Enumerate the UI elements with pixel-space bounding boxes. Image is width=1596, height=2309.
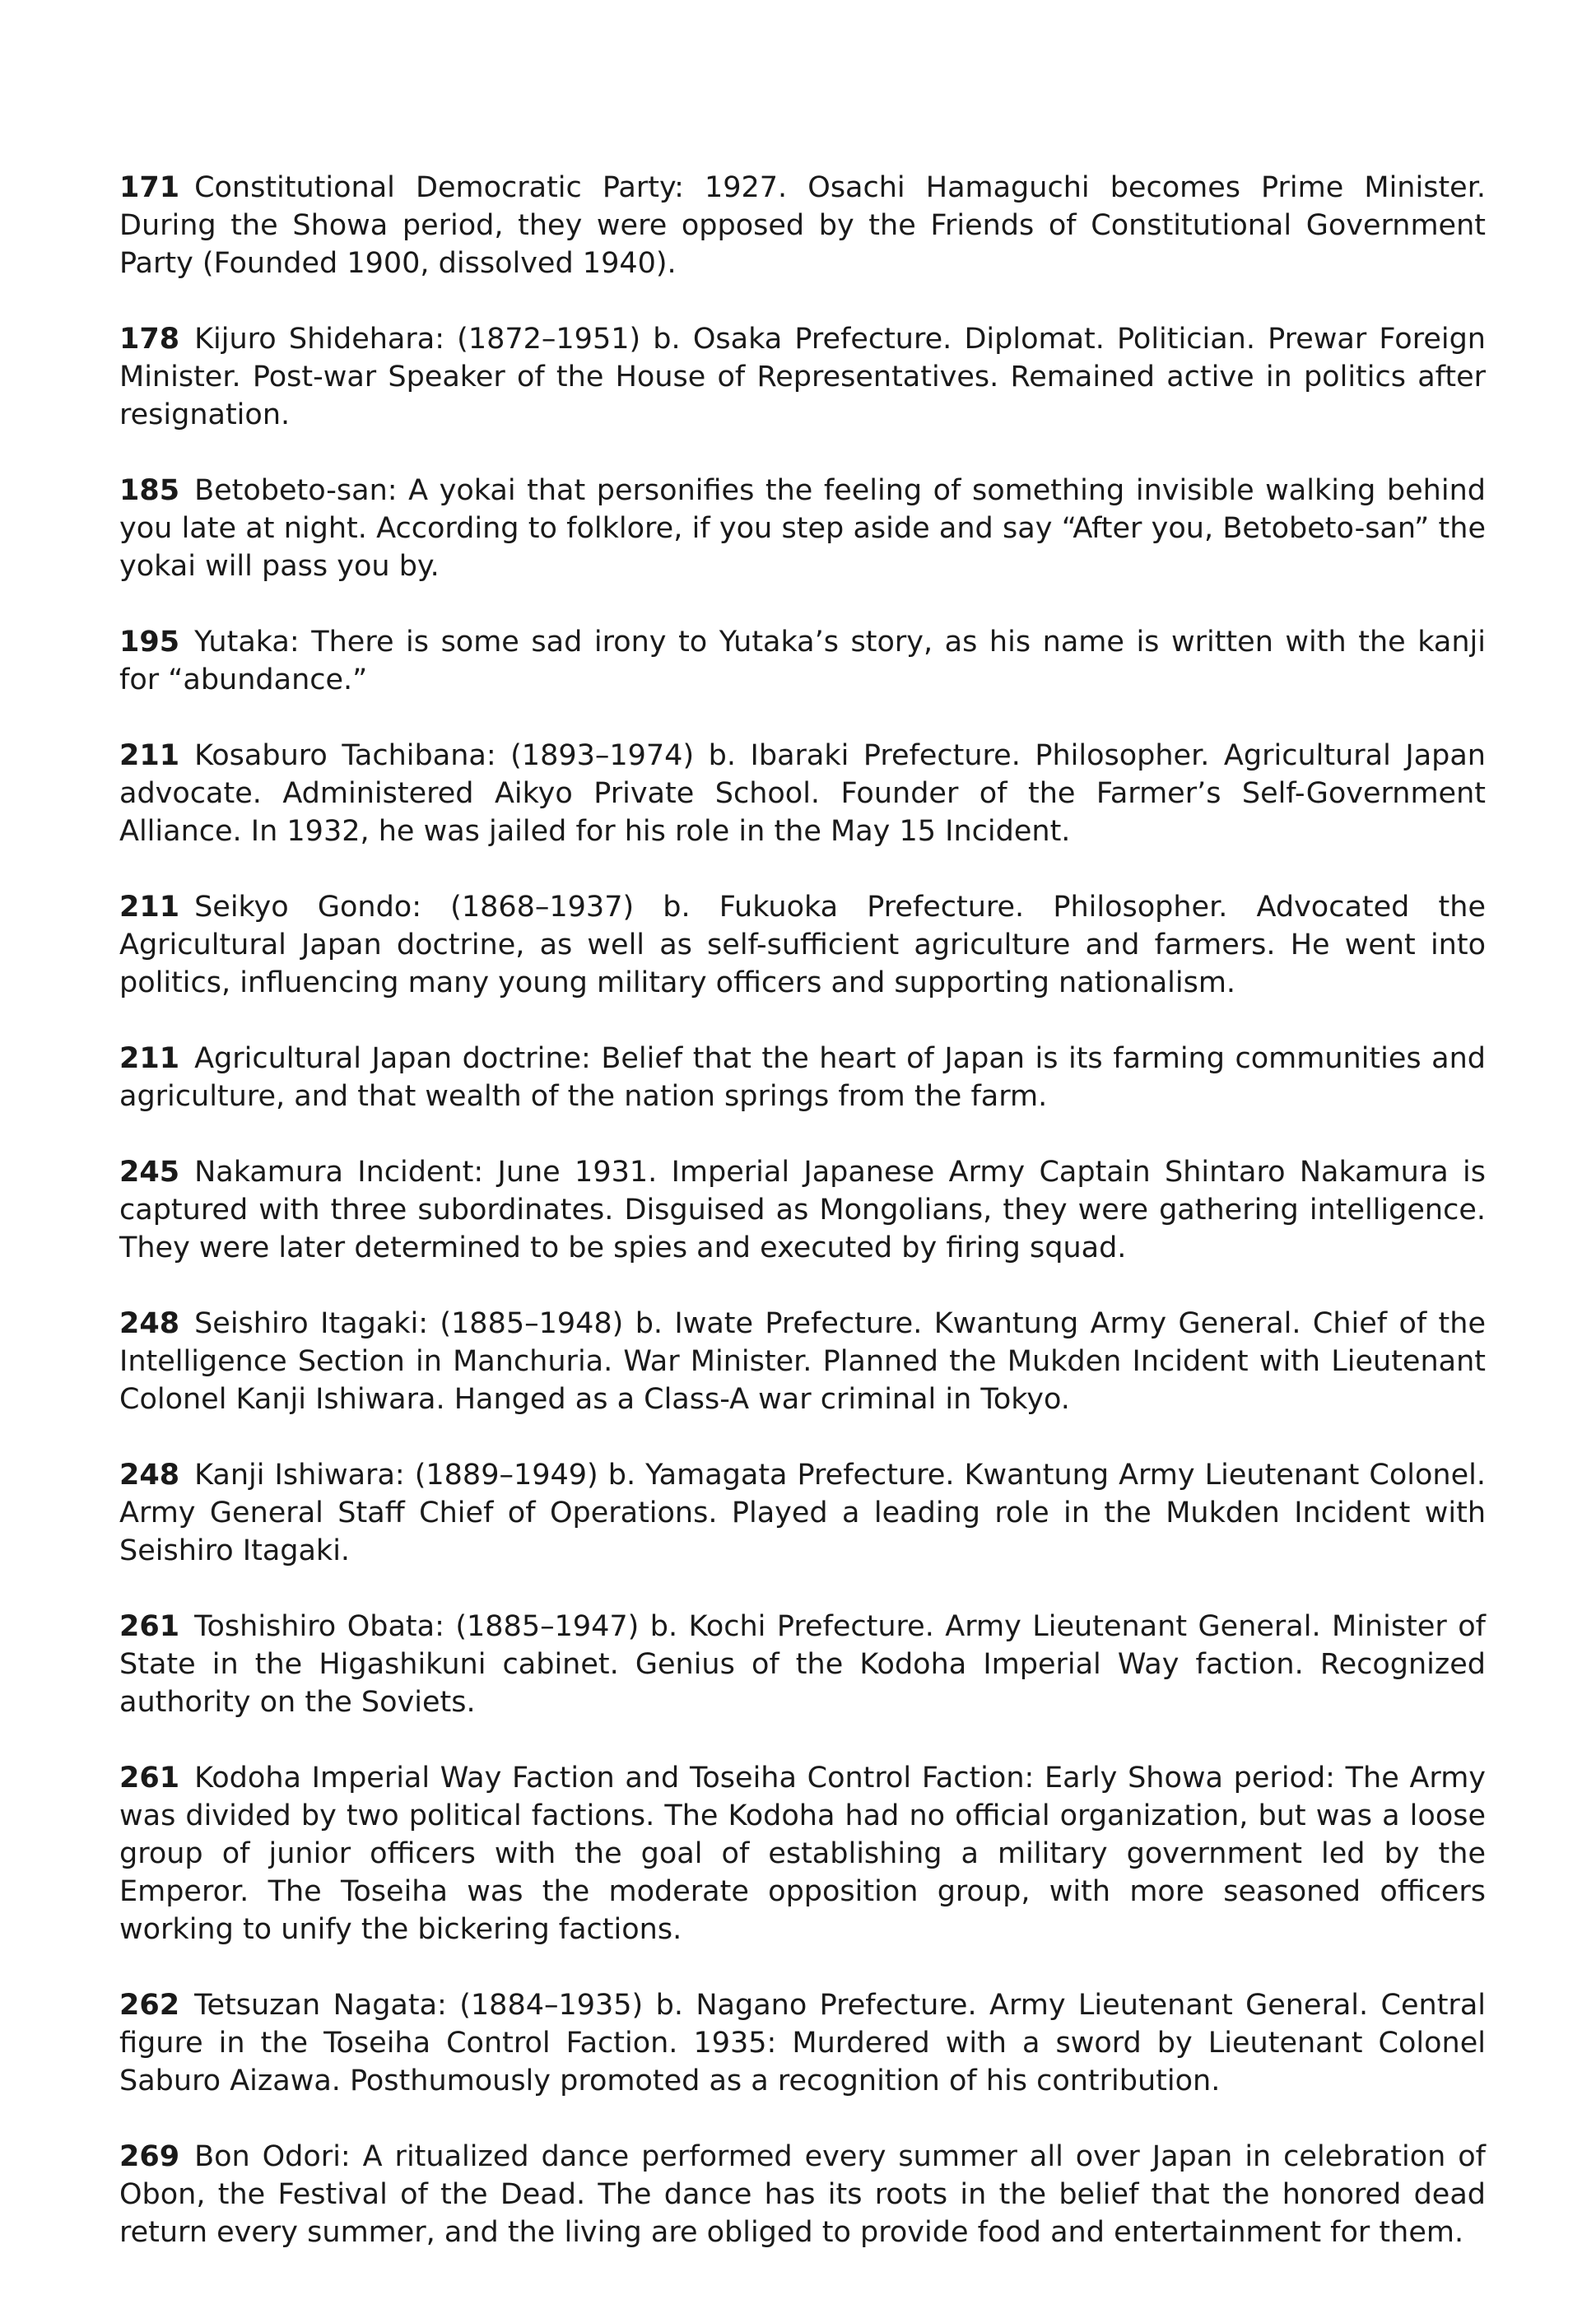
note-entry	[119, 169, 1486, 282]
note-text: Nakamura Incident: June 1931. Imperial Japanese Army Captain Shintaro Nakamura is captured with three subordinates. Disguised as Mongolians, they were gathering intelligence. They were later determined to be spies and executed by firing squad.	[119, 1156, 1486, 1264]
note-text: Betobeto-san: A yokai that personifies the feeling of something invisible walking behind you late at night. According to folklore, if you step aside and say “After you, Betobeto-san” the yokai will pass you by.	[119, 474, 1486, 583]
note-entry	[119, 1153, 1486, 1267]
note-text: Yutaka: There is some sad irony to Yutaka’s story, as his name is written with the kanji for “abundance.”	[119, 626, 1486, 696]
note-text: Kodoha Imperial Way Faction and Toseiha Control Faction: Early Showa period: The Army was divided by two political factions. The Kodoha had no official organization, but was a loose group of junior officers with the goal of establishing a military government led by the Emperor. The Toseiha was the moderate opposition group, with more seasoned officers working to unify the bickering factions.	[119, 1762, 1486, 1946]
note-number: 211	[119, 1042, 180, 1075]
note-number: 185	[119, 474, 180, 507]
note-number: 171	[119, 171, 180, 204]
note-text: Tetsuzan Nagata: (1884–1935) b. Nagano Prefecture. Army Lieutenant General. Central figure in the Toseiha Control Faction. 1935: Murdered with a sword by Lieutenant Colonel Saburo Aizawa. Posthumously promoted as a recognition of his contribution.	[119, 1989, 1486, 2097]
note-number: 269	[119, 2140, 180, 2173]
note-number: 248	[119, 1307, 180, 1340]
note-text: Seikyo Gondo: (1868–1937) b. Fukuoka Prefecture. Philosopher. Advocated the Agricultural Japan doctrine, as well as self-sufficient agriculture and farmers. He went into politics, influencing many young military officers and supporting nationalism.	[119, 891, 1486, 999]
note-text: Constitutional Democratic Party: 1927. Osachi Hamaguchi becomes Prime Minister. During the Showa period, they were opposed by the Friends of Constitutional Government Party (Founded 1900, dissolved 1940).	[119, 171, 1486, 280]
note-entry	[119, 472, 1486, 585]
note-number: 245	[119, 1156, 180, 1189]
note-number: 178	[119, 323, 180, 356]
note-entry	[119, 1986, 1486, 2100]
note-text: Kosaburo Tachibana: (1893–1974) b. Ibaraki Prefecture. Philosopher. Agricultural Japan advocate. Administered Aikyo Private School. Founder of the Farmer’s Self-Government Alliance. In 1932, he was jailed for his role in the May 15 Incident.	[119, 739, 1486, 848]
note-entry	[119, 623, 1486, 699]
note-entry	[119, 1608, 1486, 1721]
note-text: Toshishiro Obata: (1885–1947) b. Kochi Prefecture. Army Lieutenant General. Minister of State in the Higashikuni cabinet. Genius of the Kodoha Imperial Way faction. Recognized authority on the Soviets.	[119, 1610, 1486, 1719]
note-entry	[119, 1040, 1486, 1115]
note-entry	[119, 1759, 1486, 1948]
note-number: 248	[119, 1459, 180, 1492]
note-entry	[119, 737, 1486, 850]
note-number: 262	[119, 1989, 180, 2022]
note-text: Agricultural Japan doctrine: Belief that the heart of Japan is its farming communities and agriculture, and that wealth of the nation springs from the farm.	[119, 1042, 1486, 1113]
note-number: 211	[119, 739, 180, 772]
note-text: Bon Odori: A ritualized dance performed every summer all over Japan in celebration of Obon, the Festival of the Dead. The dance has its roots in the belief that the honored dead return every summer, and the living are obliged to provide food and entertainment for them.	[119, 2140, 1486, 2249]
note-text: Kijuro Shidehara: (1872–1951) b. Osaka Prefecture. Diplomat. Politician. Prewar Foreign Minister. Post-war Speaker of the House of Representatives. Remained active in politics after resignation.	[119, 323, 1486, 431]
note-entry	[119, 888, 1486, 1002]
note-entry	[119, 320, 1486, 434]
note-number: 261	[119, 1762, 180, 1795]
note-number: 261	[119, 1610, 180, 1643]
note-number: 195	[119, 626, 180, 659]
note-entry	[119, 1305, 1486, 1418]
note-text: Kanji Ishiwara: (1889–1949) b. Yamagata Prefecture. Kwantung Army Lieutenant Colonel. Army General Staff Chief of Operations. Played a leading role in the Mukden Incident with Seishiro Itagaki.	[119, 1459, 1486, 1567]
note-entry	[119, 2138, 1486, 2251]
notes-page	[119, 169, 1486, 2289]
note-entry	[119, 1456, 1486, 1570]
note-text: Seishiro Itagaki: (1885–1948) b. Iwate Prefecture. Kwantung Army General. Chief of the Intelligence Section in Manchuria. War Minister. Planned the Mukden Incident with Lieutenant Colonel Kanji Ishiwara. Hanged as a Class-A war criminal in Tokyo.	[119, 1307, 1486, 1416]
note-number: 211	[119, 891, 180, 924]
